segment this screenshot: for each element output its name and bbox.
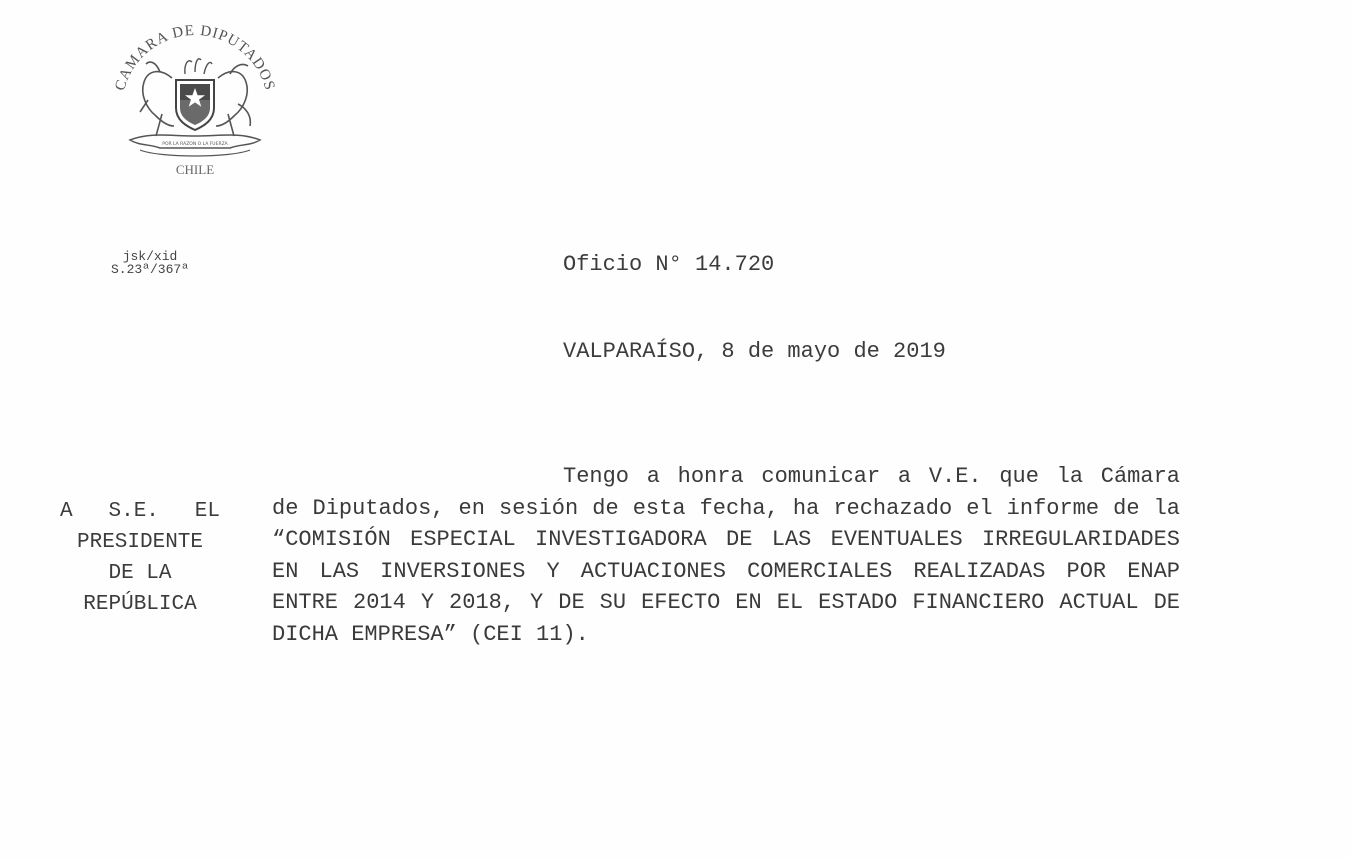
motto-scroll bbox=[130, 135, 260, 156]
reference-initials: jsk/xid bbox=[122, 249, 178, 264]
seal-motto-text: POR LA RAZON O LA FUERZA bbox=[162, 142, 228, 147]
seal-country-text: CHILE bbox=[175, 162, 215, 177]
recipient-line-1: A S.E. EL bbox=[60, 500, 220, 523]
recipient-line-2: PRESIDENTE bbox=[76, 531, 204, 554]
oficio-number: Oficio N° 14.720 bbox=[563, 252, 775, 277]
letter-body bbox=[272, 461, 1180, 650]
recipient-block bbox=[40, 496, 240, 620]
huemul-figure bbox=[140, 62, 174, 136]
seal-emblem bbox=[100, 8, 290, 183]
place-and-date: VALPARAÍSO, 8 de mayo de 2019 bbox=[563, 339, 946, 364]
seal-arc-text: CAMARA DE DIPUTADOS bbox=[112, 22, 278, 93]
camara-de-diputados-seal bbox=[100, 8, 290, 183]
recipient-line-3: DE LA bbox=[108, 562, 172, 585]
reference-session: S.23ª/367ª bbox=[110, 262, 189, 277]
body-paragraph: Tengo a honra comunicar a V.E. que la Cámara de Diputados, en sesión de esta fecha, ha rechazado el informe de la “COMISIÓN ESPECIAL INVESTIGADORA DE LAS EVENTUALES IRREGULARIDADES EN LAS INVERSIONES Y ACTUACIONES COMERCIALES REALIZADAS POR ENAP ENTRE 2014 Y 2018, Y DE SU EFECTO EN EL ESTADO FINANCIERO ACTUAL DE DICHA EMPRESA” (CEI 11). bbox=[272, 464, 1180, 647]
recipient-line-4: REPÚBLICA bbox=[83, 593, 197, 616]
shield bbox=[176, 80, 214, 130]
reference-codes bbox=[80, 250, 220, 276]
condor-figure bbox=[216, 64, 250, 136]
plumes bbox=[185, 59, 212, 74]
